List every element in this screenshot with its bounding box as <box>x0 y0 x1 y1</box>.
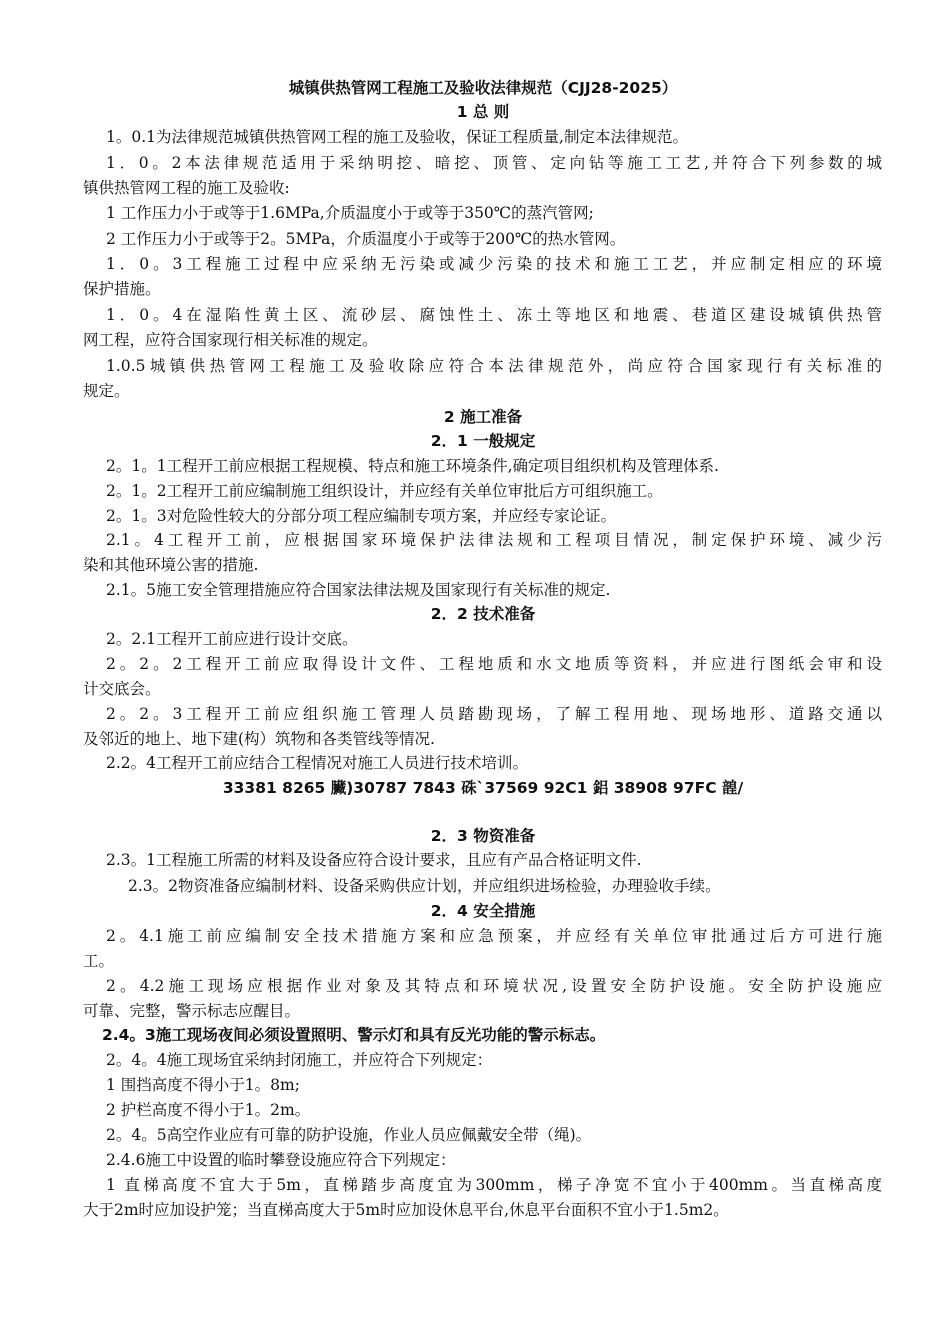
paragraph: 2。2.1工程开工前应进行设计交底。 <box>106 630 358 648</box>
list-item: 1 直梯高度不宜大于5m，直梯踏步高度宜为300mm，梯子净宽不宜小于400mm。当直梯高度 <box>106 1176 882 1194</box>
paragraph-continuation: 网工程，应符合国家现行相关标准的规定。 <box>83 331 378 349</box>
paragraph: 1.0.5城镇供热管网工程施工及验收除应符合本法律规范外，尚应符合国家现行有关标准的 <box>106 357 882 375</box>
paragraph-continuation: 可靠、完整，警示标志应醒目。 <box>83 1002 301 1020</box>
list-item: 1 工作压力小于或等于1.6MPa,介质温度小于或等于350℃的蒸汽管网; <box>106 204 594 222</box>
paragraph: 2。4。4施工现场宜采纳封闭施工，并应符合下列规定： <box>106 1051 493 1069</box>
paragraph: 2。1。2工程开工前应编制施工组织设计，并应经有关单位审批后方可组织施工。 <box>106 482 663 500</box>
paragraph-continuation: 大于2m时应加设护笼；当直梯高度大于5m时应加设休息平台,休息平台面积不宜小于1.5m2。 <box>83 1201 729 1219</box>
paragraph: 2。4.2施工现场应根据作业对象及其特点和环境状况,设置安全防护设施。安全防护设施应 <box>106 977 882 995</box>
paragraph: 2。4.1施工前应编制安全技术措施方案和应急预案，并应经有关单位审批通过后方可进行施 <box>106 927 882 945</box>
section-heading: 2．1 一般规定 <box>430 432 536 450</box>
paragraph-continuation: 染和其他环境公害的措施. <box>83 556 259 574</box>
paragraph-continuation: 及邻近的地上、地下建(构）筑物和各类管线等情况. <box>83 730 435 748</box>
chapter-heading: 1 总 则 <box>456 103 510 121</box>
paragraph-continuation: 计交底会。 <box>83 680 161 698</box>
paragraph: 1．0。3工程施工过程中应采纳无污染或减少污染的技术和施工工艺，并应制定相应的环境 <box>106 255 882 273</box>
paragraph: 2.2。4工程开工前应结合工程情况对施工人员进行技术培训。 <box>106 754 529 772</box>
section-heading: 2．2 技术准备 <box>430 605 536 623</box>
paragraph: 1。0.1为法律规范城镇供热管网工程的施工及验收，保证工程质量,制定本法律规范。 <box>106 128 688 146</box>
paragraph: 2.1。4工程开工前，应根据国家环境保护法律法规和工程项目情况，制定保护环境、减少污 <box>106 531 882 549</box>
list-item: 2 护栏高度不得小于1。2m。 <box>106 1101 311 1119</box>
paragraph: 1．0。4在湿陷性黄土区、流砂层、腐蚀性土、冻土等地区和地震、巷道区建设城镇供热管 <box>106 306 882 324</box>
paragraph: 2。1。3对危险性较大的分部分项工程应编制专项方案，并应经专家论证。 <box>106 507 617 525</box>
paragraph: 1．0。2本法律规范适用于采纳明挖、暗挖、顶管、定向钻等施工工艺,并符合下列参数的城 <box>106 154 882 172</box>
paragraph-continuation: 工。 <box>83 952 115 970</box>
list-item: 2 工作压力小于或等于2。5MPa，介质温度小于或等于200℃的热水管网。 <box>106 230 626 248</box>
paragraph: 2。2。3工程开工前应组织施工管理人员踏勘现场，了解工程用地、现场地形、道路交通以 <box>106 705 882 723</box>
document-title: 城镇供热管网工程施工及验收法律规范（CJJ28-2025） <box>288 79 678 97</box>
section-heading: 2．4 安全措施 <box>430 902 536 920</box>
mandatory-clause: 2.4。3施工现场夜间必须设置照明、警示灯和具有反光功能的警示标志。 <box>102 1026 606 1044</box>
encoded-text-line: 33381 8265 臟)30787 7843 硃`37569 92C1 鋁 38908 97FC 韹/ <box>222 779 744 797</box>
paragraph: 2。2。2工程开工前应取得设计文件、工程地质和水文地质等资料，并应进行图纸会审和设 <box>106 655 882 673</box>
paragraph: 2。1。1工程开工前应根据工程规模、特点和施工环境条件,确定项目组织机构及管理体系. <box>106 457 719 475</box>
paragraph: 2.3。2物资准备应编制材料、设备采购供应计划，并应组织进场检验，办理验收手续。 <box>128 877 721 895</box>
paragraph: 2。4。5高空作业应有可靠的防护设施，作业人员应佩戴安全带（绳)。 <box>106 1126 592 1144</box>
list-item: 1 围挡高度不得小于1。8m; <box>106 1076 300 1094</box>
section-heading: 2．3 物资准备 <box>430 827 536 845</box>
paragraph-continuation: 规定。 <box>83 382 130 400</box>
paragraph-continuation: 保护措施。 <box>83 280 161 298</box>
paragraph: 2.3。1工程施工所需的材料及设备应符合设计要求，且应有产品合格证明文件. <box>106 851 642 869</box>
paragraph: 2.1。5施工安全管理措施应符合国家法律法规及国家现行有关标准的规定. <box>106 581 611 599</box>
paragraph: 2.4.6施工中设置的临时攀登设施应符合下列规定： <box>106 1151 456 1169</box>
paragraph-continuation: 镇供热管网工程的施工及验收: <box>83 179 290 197</box>
chapter-heading: 2 施工准备 <box>443 408 523 426</box>
